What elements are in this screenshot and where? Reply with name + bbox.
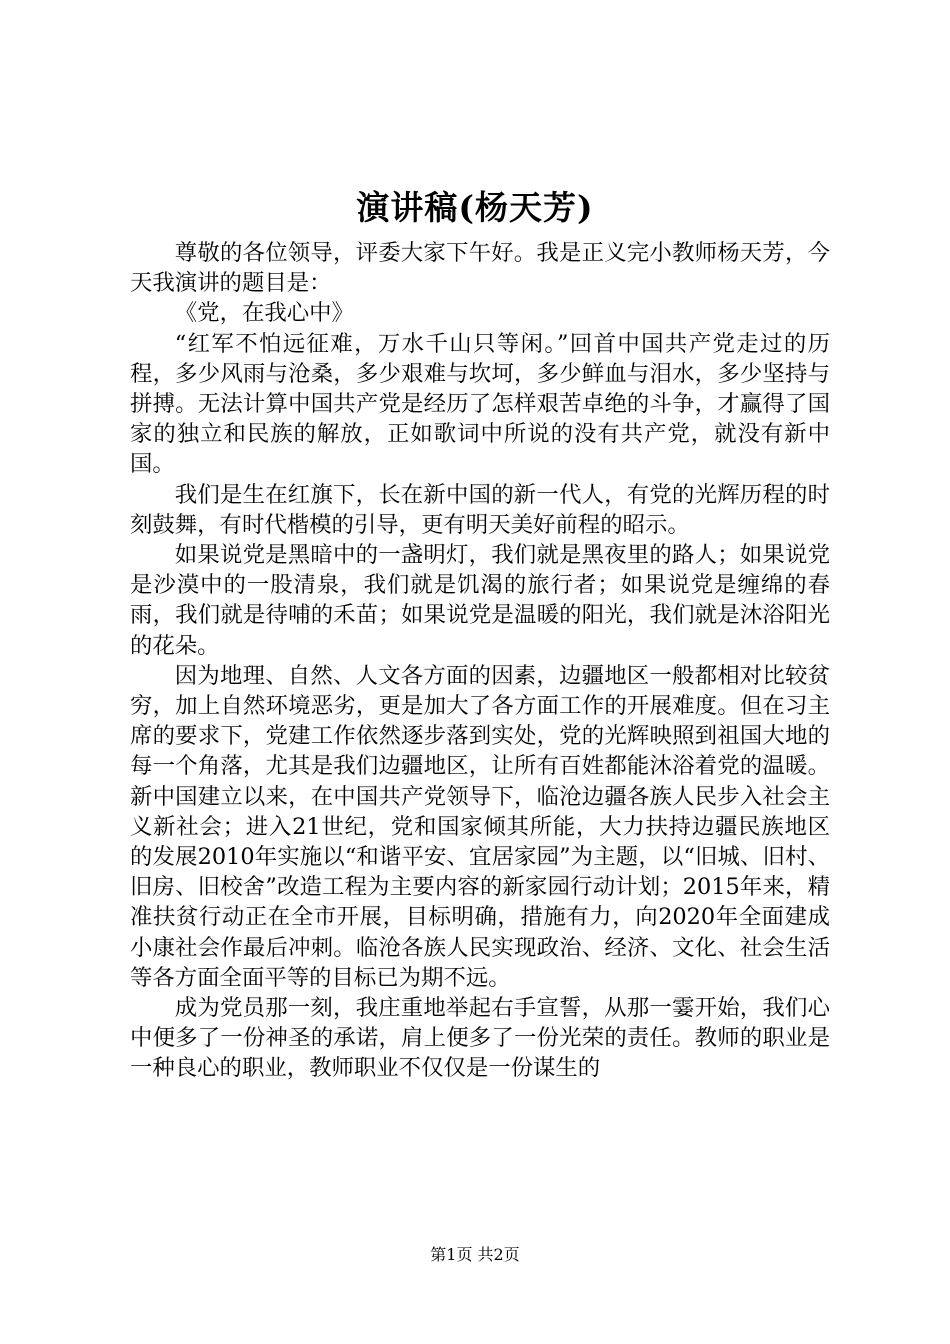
paragraph-greeting: 尊敬的各位领导，评委大家下午好。我是正义完小教师杨天芳，今天我演讲的题目是：: [130, 240, 830, 297]
paragraph-oath: 成为党员那一刻，我庄重地举起右手宣誓，从那一霎开始，我们心中便多了一份神圣的承诺，肩上便多了一份光荣的责任。教师的职业是一种良心的职业，教师职业不仅仅是一份谋生的: [130, 995, 830, 1082]
document-title: 演讲稿(杨天芳): [356, 188, 594, 227]
paragraph-generation: 我们是生在红旗下，长在新中国的新一代人，有党的光辉历程的时刻鼓舞，有时代楷模的引导，更有明天美好前程的昭示。: [130, 481, 830, 538]
page-footer: 第1页 共2页: [430, 1245, 520, 1264]
paragraph-metaphor: 如果说党是黑暗中的一盏明灯，我们就是黑夜里的路人；如果说党是沙漠中的一股清泉，我们就是饥渴的旅行者；如果说党是缠绵的春雨，我们就是待哺的禾苗；如果说党是温暖的阳光，我们就是沐浴阳光的花朵。: [130, 542, 830, 659]
document-body: [130, 238, 830, 1084]
paragraph-frontier: 因为地理、自然、人文各方面的因素，边疆地区一般都相对比较贫穷，加上自然环境恶劣，更是加大了各方面工作的开展难度。但在习主席的要求下，党建工作依然逐步落到实处，党的光辉映照到祖国大地的每一个角落，尤其是我们边疆地区，让所有百姓都能沐浴着党的温暖。新中国建立以来，在中国共产党领导下，临沧边疆各族人民步入社会主义新社会；进入21世纪，党和国家倾其所能，大力扶持边疆民族地区的发展2010年实施以“和谐平安、宜居家园”为主题，以“旧城、旧村、旧房、旧校舍”改造工程为主要内容的新家园行动计划；2015年来，精准扶贫行动正在全市开展，目标明确，措施有力，向2020年全面建成小康社会作最后冲刺。临沧各族人民实现政治、经济、文化、社会生活等各方面全面平等的目标已为期不远。: [130, 662, 830, 991]
paragraph-speech-title: 《党，在我心中》: [174, 300, 354, 327]
paragraph-history: “红军不怕远征难，万水千山只等闲。”回首中国共产党走过的历程，多少风雨与沧桑，多少艰难与坎坷，多少鲜血与泪水，多少坚持与拼搏。无法计算中国共产党是经历了怎样艰苦卓绝的斗争，才赢得了国家的独立和民族的解放，正如歌词中所说的没有共产党，就没有新中国。: [130, 330, 830, 478]
